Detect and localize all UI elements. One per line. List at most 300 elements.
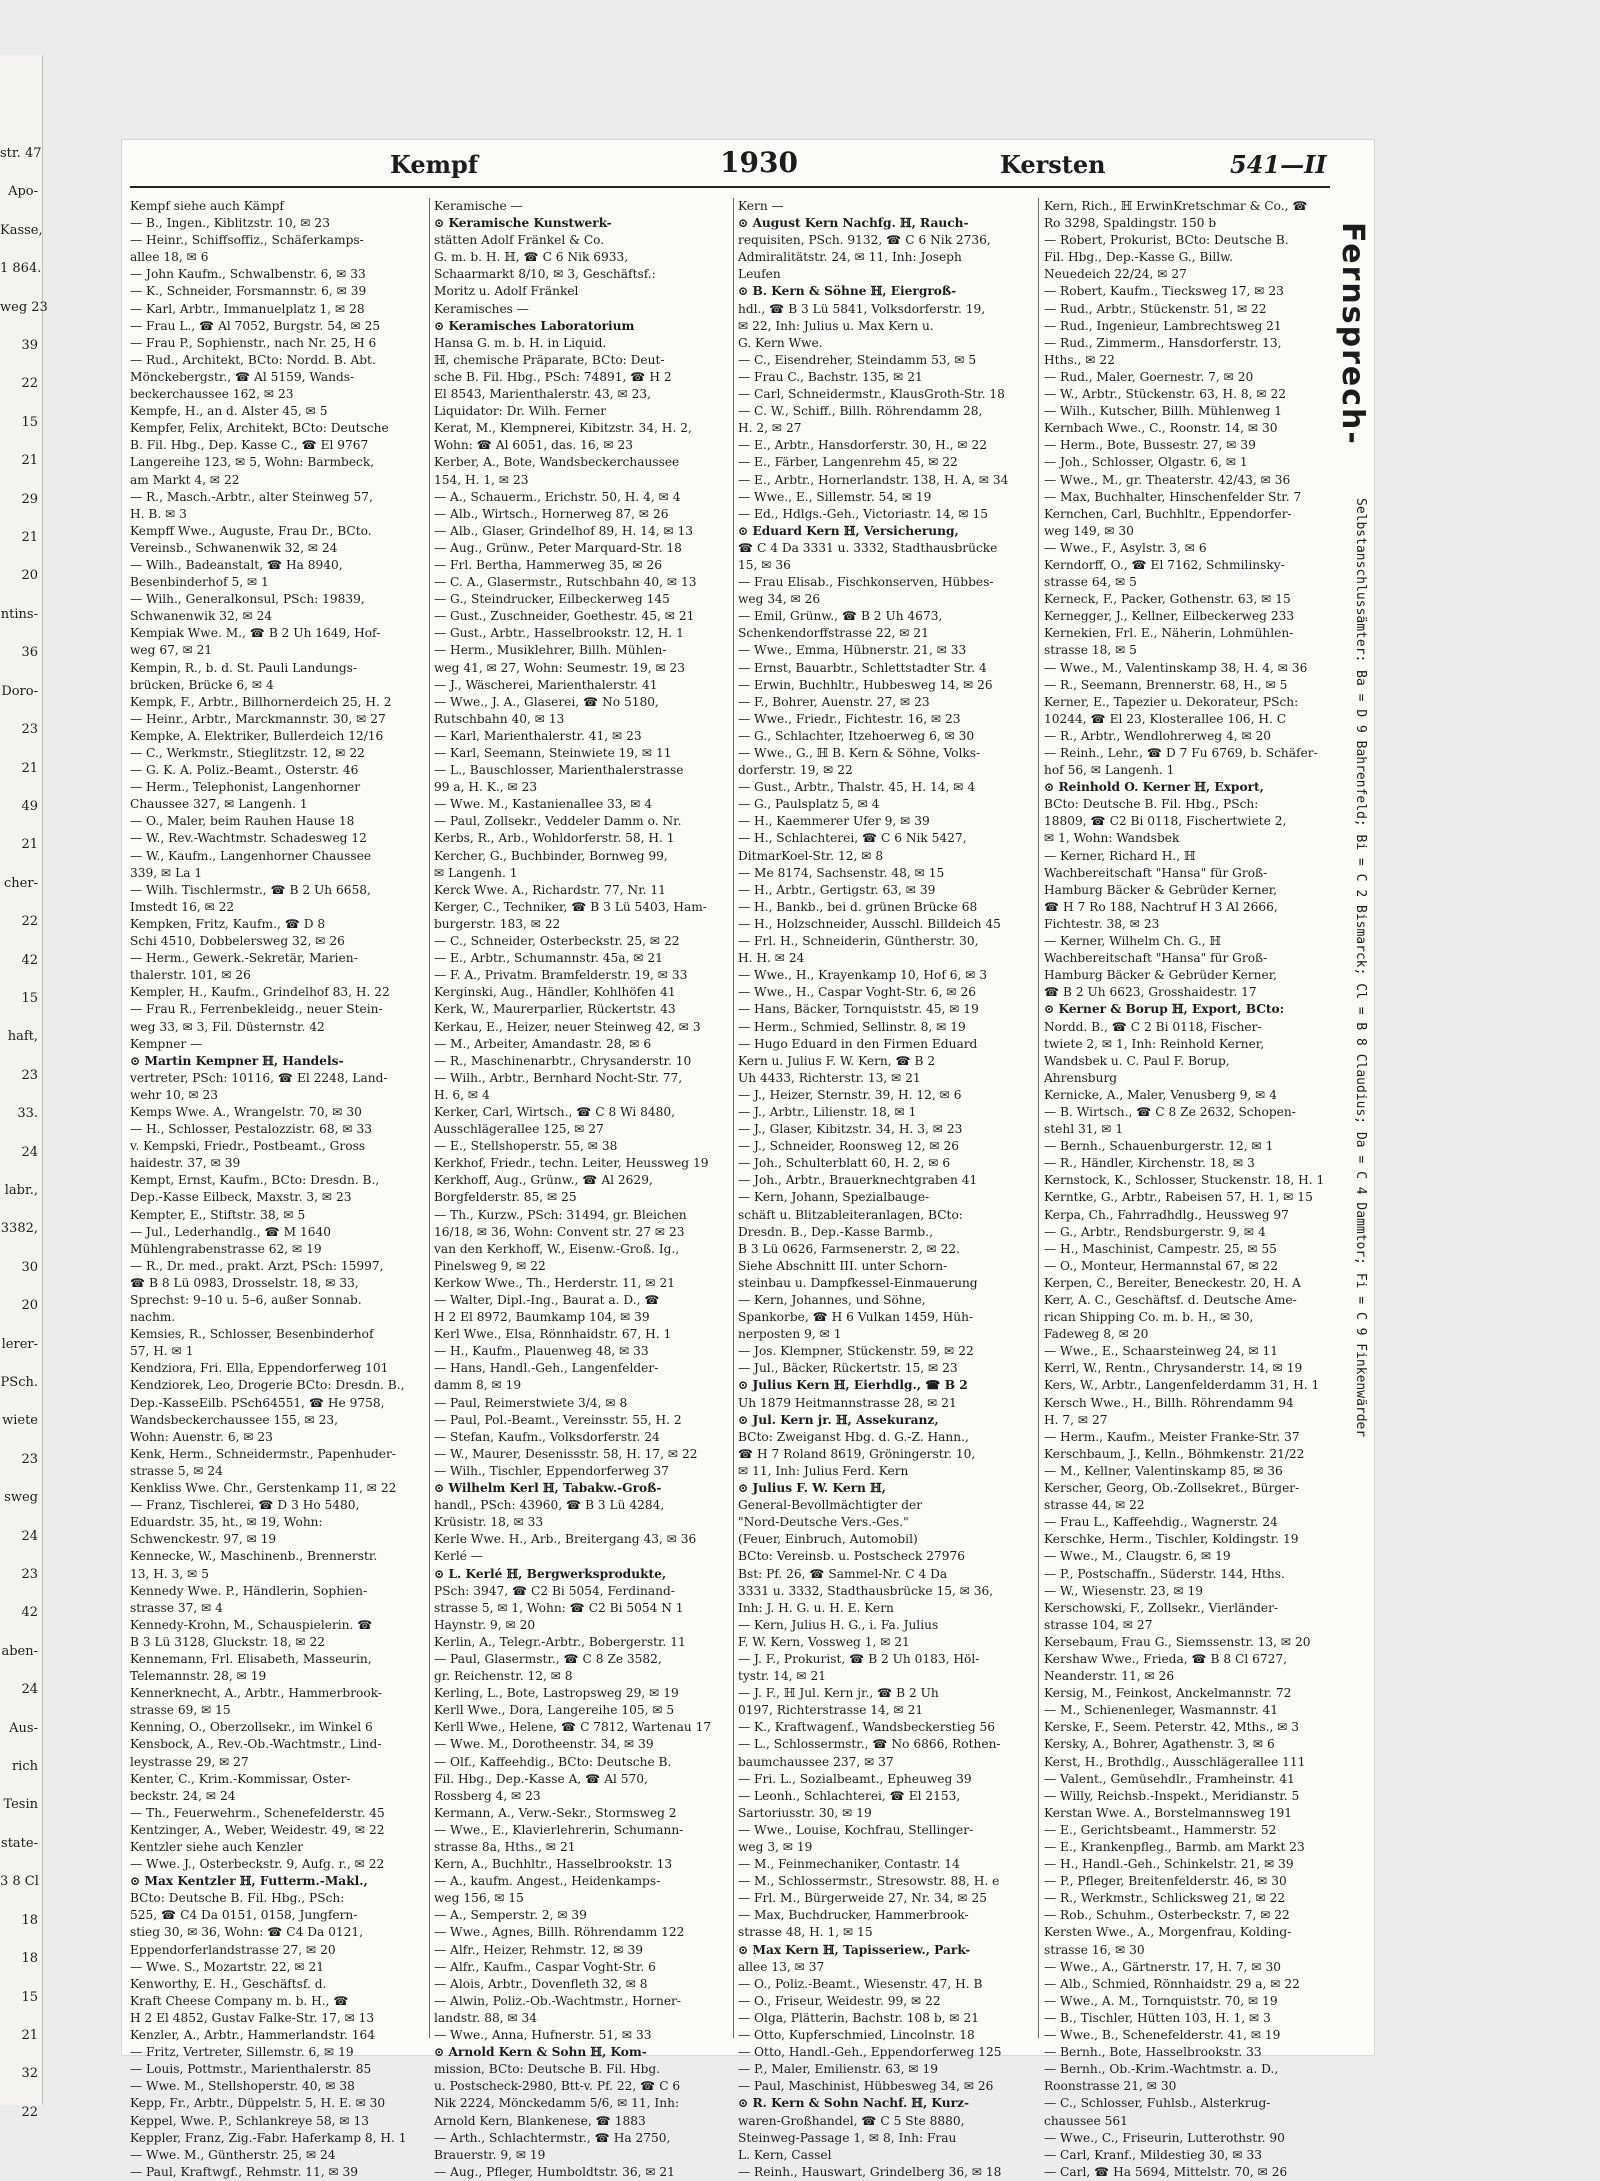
directory-entry-line: Borgfelderstr. 85, ✉ 25 <box>434 1190 577 1205</box>
directory-entry-line: Keppler, Franz, Zig.-Fabr. Haferkamp 8, H. 1 <box>130 2130 407 2145</box>
directory-entry-line: — Walter, Dipl.-Ing., Baurat a. D., ☎ <box>434 1293 660 1307</box>
directory-entry-line: — C., Schlosser, Fuhlsb., Alsterkrug- <box>1044 2096 1271 2111</box>
directory-entry-line: — H., Bankb., bei d. grünen Brücke 68 <box>738 899 978 914</box>
directory-entry-line: — Heinr., Schiffsoffiz., Schäferkamps- <box>130 233 364 248</box>
directory-entry-line: — Wwe., H., Krayenkamp 10, Hof 6, ✉ 3 <box>738 968 988 983</box>
directory-entry-line: Kempter, E., Stiftstr. 38, ✉ 5 <box>130 1207 306 1222</box>
legend-exchanges: Selbstanschlussämter: Ba = D 9 Bahrenfeld; Bi = C 2 Bismarck; Cl = B 8 Claudius; Da = C 4 Dammtor; Fi = C 9 Finkenwärder <box>1353 498 1368 1438</box>
directory-entry-line: ⊙ Reinhold O. Kerner ℍ, Export, <box>1044 780 1264 795</box>
directory-entry-line: baumchaussee 237, ✉ 37 <box>738 1754 894 1769</box>
directory-entry-line: — Frau R., Ferrenbekleidg., neuer Stein- <box>130 1002 383 1017</box>
directory-entry-line: — Rud., Architekt, BCto: Nordd. B. Abt. <box>130 352 376 367</box>
directory-entry-line: Kern, Rich., ℍ ErwinKretschmar & Co., ☎ <box>1044 199 1308 213</box>
directory-entry-line: DitmarKoel-Str. 12, ✉ 8 <box>738 848 884 863</box>
directory-entry-line: nerposten 9, ✉ 1 <box>738 1327 842 1342</box>
previous-page-fragment: 15 <box>21 990 38 1006</box>
directory-entry-line: Kercher, G., Buchbinder, Bornweg 99, <box>434 848 668 863</box>
directory-entry-line: — H., Handl.-Geh., Schinkelstr. 21, ✉ 39 <box>1044 1857 1294 1872</box>
directory-entry-line: Langereihe 123, ✉ 5, Wohn: Barmbeck, <box>130 455 375 470</box>
directory-entry-line: Uh 1879 Heitmannstrasse 28, ✉ 21 <box>738 1395 957 1410</box>
directory-entry-line: beckerchaussee 162, ✉ 23 <box>130 387 294 402</box>
previous-page-fragment: 15 <box>21 1989 38 2005</box>
directory-entry-line: Kempken, Fritz, Kaufm., ☎ D 8 <box>130 916 326 931</box>
directory-entry-line: Kersky, A., Bohrer, Agathenstr. 3, ✉ 6 <box>1044 1737 1275 1752</box>
directory-entry-line: — Emil, Grünw., ☎ B 2 Uh 4673, <box>738 609 943 624</box>
directory-entry-line: Kempff Wwe., Auguste, Frau Dr., BCto. <box>130 523 372 538</box>
directory-entry-line: Kempke, A. Elektriker, Bullerdeich 12/16 <box>130 728 384 743</box>
directory-entry-line: — Joh., Schlosser, Olgastr. 6, ✉ 1 <box>1044 455 1248 470</box>
directory-entry-line: — E., Arbtr., Schumannstr. 45a, ✉ 21 <box>434 951 663 966</box>
directory-entry-line: Wohn: Auenstr. 6, ✉ 23 <box>130 1429 273 1444</box>
directory-entry-line: Kepp, Fr., Arbtr., Düppelstr. 5, H. E. ✉ 30 <box>130 2096 386 2111</box>
directory-entry-line: — Paul, Kraftwgf., Rehmstr. 11, ✉ 39 <box>130 2164 359 2179</box>
directory-entry-line: — Frau C., Bachstr. 135, ✉ 21 <box>738 369 923 384</box>
directory-entry-line: — Ernst, Bauarbtr., Schlettstadter Str. 4 <box>738 660 987 675</box>
directory-entry-line: Neuedeich 22/24, ✉ 27 <box>1044 267 1187 282</box>
directory-entry-line: vertreter, PSch: 10116, ☎ El 2248, Land- <box>130 1070 388 1085</box>
directory-entry-line: — Fri. L., Sozialbeamt., Epheuweg 39 <box>738 1771 972 1786</box>
directory-entry-line: strasse 69, ✉ 15 <box>130 1703 231 1718</box>
directory-entry-line: Ahrensburg <box>1044 1070 1118 1085</box>
directory-entry-line: — Alb., Wirtsch., Hornerweg 87, ✉ 26 <box>434 506 669 521</box>
directory-entry-line: — Heinr., Arbtr., Marckmannstr. 30, ✉ 27 <box>130 711 386 726</box>
directory-entry-line: — John Kaufm., Schwalbenstr. 6, ✉ 33 <box>130 267 366 282</box>
directory-entry-line: — Wwe., Emma, Hübnerstr. 21, ✉ 33 <box>738 643 967 658</box>
directory-entry-line: PSch: 3947, ☎ C2 Bi 5054, Ferdinand- <box>434 1583 675 1598</box>
directory-entry-line: ☎ H 7 Ro 188, Nachtruf H 3 Al 2666, <box>1044 899 1278 914</box>
directory-entry-line: — Wilh., Generalkonsul, PSch: 19839, <box>130 592 365 607</box>
directory-entry-line: Roonstrasse 21, ✉ 30 <box>1044 2079 1177 2094</box>
previous-page-fragment: 49 <box>21 798 38 814</box>
directory-entry-line: — J., Schneider, Roonsweg 12, ✉ 26 <box>738 1139 959 1154</box>
previous-page-fragment: 21 <box>21 837 38 853</box>
directory-entry-line: Spankorbe, ☎ H 6 Vulkan 1459, Hüh- <box>738 1310 974 1325</box>
directory-entry-line: Kenk, Herm., Schneidermstr., Papenhuder- <box>130 1446 396 1461</box>
directory-entry-line: Bst: Pf. 26, ☎ Sammel-Nr. C 4 Da <box>738 1566 948 1581</box>
directory-entry-line: Kernbach Wwe., C., Roonstr. 14, ✉ 30 <box>1044 421 1278 436</box>
directory-entry-line: — Wwe., H., Caspar Voght-Str. 6, ✉ 26 <box>738 985 976 1000</box>
directory-entry-line: Fadeweg 8, ✉ 20 <box>1044 1327 1149 1342</box>
directory-entry-line: BCto: Vereinsb. u. Postscheck 27976 <box>738 1549 965 1564</box>
directory-entry-line: B 3 Lü 3128, Gluckstr. 18, ✉ 22 <box>130 1634 325 1649</box>
directory-entry-line: allee 13, ✉ 37 <box>738 1959 825 1974</box>
previous-page-fragment: Aus- <box>9 1720 38 1736</box>
directory-entry-line: 3331 u. 3332, Stadthausbrücke 15, ✉ 36, <box>738 1583 994 1598</box>
directory-entry-line: — Wwe. S., Mozartstr. 22, ✉ 21 <box>130 1959 324 1974</box>
directory-entry-line: Kersebaum, Frau G., Siemssenstr. 13, ✉ 20 <box>1044 1634 1311 1649</box>
directory-entry-line: Kerlin, A., Telegr.-Arbtr., Bobergerstr. 11 <box>434 1634 686 1649</box>
directory-entry-line: — Hugo Eduard in den Firmen Eduard <box>738 1036 978 1051</box>
directory-entry-line: strasse 44, ✉ 22 <box>1044 1498 1145 1513</box>
directory-entry-line: strasse 18, ✉ 5 <box>1044 643 1137 658</box>
directory-entry-line: ⊙ Julius Kern ℍ, Eierhdlg., ☎ B 2 <box>738 1378 968 1393</box>
directory-entry-line: — Frau L., ☎ Al 7052, Burgstr. 54, ✉ 25 <box>130 318 381 333</box>
directory-entry-line: ⊙ Arnold Kern & Sohn ℍ, Kom- <box>434 2045 647 2060</box>
directory-entry-line: Siehe Abschnitt III. unter Schorn- <box>738 1258 948 1273</box>
previous-page-fragment: 24 <box>21 1528 38 1544</box>
directory-entry-line: Mönckebergstr., ☎ Al 5159, Wands- <box>130 369 355 384</box>
directory-entry-line: — Me 8174, Sachsenstr. 48, ✉ 15 <box>738 865 945 880</box>
directory-entry-line: Rossberg 4, ✉ 23 <box>434 1788 541 1803</box>
directory-entry-line: — Wwe., Agnes, Billh. Röhrendamm 122 <box>434 1925 685 1940</box>
directory-entry-line: — Wwe., G., ℍ B. Kern & Söhne, Volks- <box>738 746 981 760</box>
directory-entry-line: Kersten Wwe., A., Morgenfrau, Kolding- <box>1044 1925 1292 1940</box>
directory-entry-line: weg 149, ✉ 30 <box>1044 523 1134 538</box>
directory-entry-line: — Wwe., M., Valentinskamp 38, H. 4, ✉ 36 <box>1044 660 1308 675</box>
directory-entry-line: van den Kerkhoff, W., Eisenw.-Groß. Ig., <box>434 1241 680 1256</box>
directory-entry-line: — Joh., Arbtr., Brauerknechtgraben 41 <box>738 1173 978 1188</box>
header-year: 1930 <box>720 146 798 179</box>
directory-entry-line: burgerstr. 183, ✉ 22 <box>434 916 561 931</box>
directory-entry-line: haidestr. 37, ✉ 39 <box>130 1156 241 1171</box>
previous-page-fragment: 32 <box>21 2066 38 2082</box>
directory-entry-line: Ro 3298, Spaldingstr. 150 b <box>1044 216 1217 231</box>
directory-entry-line: Steinweg-Passage 1, ✉ 8, Inh: Frau <box>738 2130 957 2145</box>
directory-entry-line: — E., Arbtr., Hansdorferstr. 30, H., ✉ 22 <box>738 438 988 453</box>
directory-entry-line: Kernegger, J., Kellner, Eilbeckerweg 233 <box>1044 609 1295 624</box>
directory-entry-line: — Carl, ☎ Ha 5694, Mittelstr. 70, ✉ 26 <box>1044 2164 1288 2179</box>
directory-entry-line: Kenzler, A., Arbtr., Hammerlandstr. 164 <box>130 2028 375 2043</box>
directory-entry-line: ⊙ Keramische Kunstwerk- <box>434 216 612 231</box>
previous-page-fragment: 18 <box>21 1951 38 1967</box>
directory-entry-line: 15, ✉ 36 <box>738 557 791 572</box>
directory-entry-line: — R., Seemann, Brennerstr. 68, H., ✉ 5 <box>1044 677 1288 692</box>
previous-page-fragment: 23 <box>21 1067 38 1083</box>
previous-page-fragment: state- <box>1 1835 38 1851</box>
directory-entry-line: — L., Schlossermstr., ☎ No 6866, Rothen- <box>738 1737 1001 1752</box>
directory-entry-line: Kern, A., Buchhltr., Hasselbrookstr. 13 <box>434 1857 673 1872</box>
directory-entry-line: weg 34, ✉ 26 <box>738 592 821 607</box>
directory-column-1 <box>130 198 428 2179</box>
directory-entry-line: nachm. <box>130 1310 176 1325</box>
directory-entry-line: (Feuer, Einbruch, Automobil) <box>738 1532 918 1547</box>
directory-entry-line: 10244, ☎ El 23, Klosterallee 106, H. C <box>1044 711 1287 726</box>
directory-entry-line: u. Postscheck-2980, Btt-v. Pf. 22, ☎ C 6 <box>434 2079 681 2094</box>
directory-entry-line: — Kern, Julius H. G., i. Fa. Julius <box>738 1617 939 1632</box>
directory-entry-line: — Wwe. M., Stellshoperstr. 40, ✉ 38 <box>130 2079 355 2094</box>
directory-entry-line: 525, ☎ C4 Da 0151, 0158, Jungfern- <box>130 1908 358 1923</box>
directory-entry-line: F. W. Kern, Vossweg 1, ✉ 21 <box>738 1634 910 1649</box>
directory-entry-line: ⊙ Eduard Kern ℍ, Versicherung, <box>738 523 959 538</box>
directory-entry-line: — Th., Feuerwehrm., Schenefelderstr. 45 <box>130 1805 385 1820</box>
directory-entry-line: sche B. Fil. Hbg., PSch: 74891, ☎ H 2 <box>434 369 672 384</box>
directory-entry-line: tystr. 14, ✉ 21 <box>738 1669 827 1684</box>
directory-entry-line: Admiralitätstr. 24, ✉ 11, Inh: Joseph <box>738 250 962 265</box>
directory-entry-line: Leufen <box>738 267 781 282</box>
directory-entry-line: — Jul., Lederhandlg., ☎ M 1640 <box>130 1224 331 1239</box>
previous-page-fragment: Tesin <box>3 1797 38 1813</box>
directory-entry-line: Kern u. Julius F. W. Kern, ☎ B 2 <box>738 1053 936 1068</box>
previous-page-fragment: 3 8 Cl <box>0 1874 39 1890</box>
directory-entry-line: — H., Maschinist, Campestr. 25, ✉ 55 <box>1044 1241 1277 1256</box>
previous-page-fragment: str. 47 <box>0 146 42 161</box>
directory-entry-line: — Max, Buchdrucker, Hammerbrook- <box>738 1908 969 1923</box>
directory-entry-line: — Jos. Klempner, Stückenstr. 59, ✉ 22 <box>738 1344 974 1359</box>
previous-page-fragment: labr., <box>4 1182 38 1198</box>
directory-entry-line: dorferstr. 19, ✉ 22 <box>738 763 853 778</box>
directory-entry-line: — Franz, Tischlerei, ☎ D 3 Ho 5480, <box>130 1498 360 1513</box>
directory-entry-line: Wachbereitschaft "Hansa" für Groß- <box>1044 865 1268 880</box>
directory-entry-line: weg 67, ✉ 21 <box>130 643 213 658</box>
directory-entry-line: — Wwe., A., Gärtnerstr. 17, H. 7, ✉ 30 <box>1044 1959 1282 1974</box>
previous-page-fragment: 33. <box>17 1106 38 1122</box>
directory-entry-line: Kempfer, Felix, Architekt, BCto: Deutsche <box>130 421 389 436</box>
previous-page-fragment: 21 <box>21 453 38 469</box>
directory-entry-line: — H., Schlosser, Pestalozzistr. 68, ✉ 33 <box>130 1122 373 1137</box>
directory-entry-line: — E., Stellshoperstr. 55, ✉ 38 <box>434 1139 618 1154</box>
directory-entry-line: — Valent., Gemüsehdlr., Framheinstr. 41 <box>1044 1771 1295 1786</box>
directory-entry-line: hdl., ☎ B 3 Lü 5841, Volksdorferstr. 19, <box>738 301 986 316</box>
directory-entry-line: twiete 2, ✉ 1, Inh: Reinhold Kerner, <box>1044 1036 1265 1051</box>
directory-entry-line: El 8543, Marienthalerstr. 43, ✉ 23, <box>434 387 652 402</box>
directory-entry-line: — M., Feinmechaniker, Contastr. 14 <box>738 1857 960 1872</box>
directory-entry-line: — C., Werkmstr., Stieglitzstr. 12, ✉ 22 <box>130 746 365 760</box>
directory-entry-line: 18809, ☎ C2 Bi 0118, Fischertwiete 2, <box>1044 814 1287 829</box>
directory-entry-line: — Kerner, Richard H., ℍ <box>1044 848 1196 863</box>
directory-entry-line: — Carl, Kranf., Mildestieg 30, ✉ 33 <box>1044 2147 1262 2162</box>
directory-entry-line: — R., Masch.-Arbtr., alter Steinweg 57, <box>130 489 373 504</box>
directory-entry-line: Arnold Kern, Blankenese, ☎ 1883 <box>434 2113 646 2128</box>
directory-entry-line: strasse 64, ✉ 5 <box>1044 575 1137 590</box>
directory-entry-line: — Robert, Prokurist, BCto: Deutsche B. <box>1044 233 1289 248</box>
directory-entry-line: — Olga, Plätterin, Bachstr. 108 b, ✉ 21 <box>738 2010 980 2025</box>
directory-entry-line: strasse 8a, Hths., ✉ 21 <box>434 1840 576 1854</box>
directory-entry-line: rican Shipping Co. m. b. H., ✉ 30, <box>1044 1310 1254 1325</box>
directory-entry-line: — C. A., Glasermstr., Rutschbahn 40, ✉ 13 <box>434 575 697 590</box>
directory-entry-line: Rutschbahn 40, ✉ 13 <box>434 711 565 726</box>
directory-entry-line: stieg 30, ✉ 36, Wohn: ☎ C4 Da 0121, <box>130 1925 364 1940</box>
page-number: 541—II <box>1230 150 1327 179</box>
directory-entry-line: Kerpa, Ch., Fahrradhdlg., Heussweg 97 <box>1044 1207 1289 1222</box>
directory-entry-line: — Bernh., Ob.-Krim.-Wachtmstr. a. D., <box>1044 2062 1279 2077</box>
directory-page <box>122 140 1374 2179</box>
directory-entry-line: ⊙ Julius F. W. Kern ℍ, <box>738 1481 886 1496</box>
directory-entry-line: — Wilh., Badeanstalt, ☎ Ha 8940, <box>130 557 343 572</box>
directory-entry-line: Kenkliss Wwe. Chr., Gerstenkamp 11, ✉ 22 <box>130 1481 397 1496</box>
directory-entry-line: — W., Kaufm., Langenhorner Chaussee <box>130 848 372 863</box>
directory-entry-line: Hansa G. m. b. H. in Liquid. <box>434 335 607 350</box>
directory-entry-line: ℍ, chemische Präparate, BCto: Deut- <box>434 352 665 367</box>
directory-entry-line: — E., Krankenpfleg., Barmb. am Markt 23 <box>1044 1840 1305 1854</box>
directory-entry-line: Schenkendorffstrasse 22, ✉ 21 <box>738 626 929 641</box>
directory-entry-line: Kempler, H., Kaufm., Grindelhof 83, H. 22 <box>130 985 390 1000</box>
directory-entry-line: gr. Reichenstr. 12, ✉ 8 <box>434 1669 573 1684</box>
previous-page-fragment: 39 <box>21 338 38 354</box>
directory-entry-line: Kerkow Wwe., Th., Herderstr. 11, ✉ 21 <box>434 1275 675 1290</box>
directory-entry-line: Hamburg Bäcker & Gebrüder Kerner, <box>1044 882 1278 897</box>
directory-entry-line: Kerntke, G., Arbtr., Rabeisen 57, H. 1, ✉ 15 <box>1044 1190 1313 1205</box>
directory-entry-line: Kerscher, Georg, Ob.-Zollsekret., Bürger- <box>1044 1481 1300 1496</box>
directory-entry-line: Fichtestr. 38, ✉ 23 <box>1044 916 1160 931</box>
directory-entry-line: — P., Pfleger, Breitenfelderstr. 46, ✉ 30 <box>1044 1874 1287 1889</box>
directory-entry-line: Kerling, L., Bote, Lastropsweg 29, ✉ 19 <box>434 1686 679 1701</box>
directory-entry-line: Kerschowski, F., Zollsekr., Vierländer- <box>1044 1600 1279 1615</box>
directory-entry-line: Nik 2224, Mönckedamm 5/6, ✉ 11, Inh: <box>434 2096 680 2111</box>
previous-page-fragment: 21 <box>21 530 38 546</box>
directory-entry-line: ✉ 22, Inh: Julius u. Max Kern u. <box>738 318 934 333</box>
directory-entry-line: Kerger, C., Techniker, ☎ B 3 Lü 5403, Ham- <box>434 899 707 914</box>
directory-entry-line: — Paul, Glasermstr., ☎ C 8 Ze 3582, <box>434 1651 662 1666</box>
directory-entry-line: — Paul, Reimerstwiete 3/4, ✉ 8 <box>434 1395 628 1410</box>
previous-page-fragment: Doro- <box>1 683 38 699</box>
header-last-entry: Kersten <box>1000 150 1106 179</box>
directory-entry-line: — Otto, Handl.-Geh., Eppendorferweg 125 <box>738 2045 1002 2060</box>
directory-entry-line: — Wwe. M., Dorotheenstr. 34, ✉ 39 <box>434 1737 654 1752</box>
directory-entry-line: — Ed., Hdlgs.-Geh., Victoriastr. 14, ✉ 15 <box>738 506 988 521</box>
directory-entry-line: "Nord-Deutsche Vers.-Ges." <box>738 1515 909 1530</box>
directory-entry-line: Kers, W., Arbtr., Langenfelderdamm 31, H. 1 <box>1044 1378 1320 1393</box>
directory-entry-line: — Wwe., F., Asylstr. 3, ✉ 6 <box>1044 540 1207 555</box>
directory-entry-line: Kerr, A. C., Geschäftsf. d. Deutsche Ame- <box>1044 1293 1297 1307</box>
directory-entry-line: ✉ 11, Inh: Julius Ferd. Kern <box>738 1463 909 1478</box>
directory-entry-line: H 2 El 8972, Baumkamp 104, ✉ 39 <box>434 1310 650 1325</box>
directory-entry-line: Dresdn. B., Dep.-Kasse Barmb., <box>738 1224 933 1239</box>
previous-page-fragment: 18 <box>21 1912 38 1928</box>
directory-entry-line: Kennedy-Krohn, M., Schauspielerin. ☎ <box>130 1617 373 1632</box>
directory-entry-line: strasse 104, ✉ 27 <box>1044 1617 1153 1632</box>
directory-entry-line: — Bernh., Schauenburgerstr. 12, ✉ 1 <box>1044 1139 1274 1154</box>
directory-entry-line: ☎ B 8 Lü 0983, Drosselstr. 18, ✉ 33, <box>130 1275 359 1290</box>
directory-entry-line: Kenter, C., Krim.-Kommissar, Oster- <box>130 1771 351 1786</box>
directory-entry-line: — Louis, Pottmstr., Marienthalerstr. 85 <box>130 2062 372 2077</box>
directory-entry-line: — Karl, Seemann, Steinwiete 19, ✉ 11 <box>434 746 672 760</box>
directory-entry-line: Kennedy Wwe. P., Händlerin, Sophien- <box>130 1583 368 1598</box>
directory-entry-line: schäft u. Blitzableiteranlagen, BCto: <box>738 1207 963 1222</box>
directory-entry-line: Kerrl, W., Rentn., Chrysanderstr. 14, ✉ 19 <box>1044 1361 1303 1376</box>
directory-entry-line: Kempiak Wwe. M., ☎ B 2 Uh 1649, Hof- <box>130 626 381 641</box>
directory-entry-line: Kerstan Wwe. A., Borstelmannsweg 191 <box>1044 1805 1293 1820</box>
directory-entry-line: Hths., ✉ 22 <box>1044 352 1115 367</box>
directory-entry-line: 339, ✉ La 1 <box>130 865 203 880</box>
directory-entry-line: Kerschbaum, J., Kelln., Böhmkenstr. 21/22 <box>1044 1446 1305 1461</box>
directory-entry-line: Moritz u. Adolf Fränkel <box>434 284 579 299</box>
directory-entry-line: Kerle Wwe. H., Arb., Breitergang 43, ✉ 36 <box>434 1532 697 1547</box>
directory-entry-line: Kernekien, Frl. E., Näherin, Lohmühlen- <box>1044 626 1294 641</box>
directory-entry-line: Krüsistr. 18, ✉ 33 <box>434 1515 544 1530</box>
directory-entry-line: Kernicke, A., Maler, Venusberg 9, ✉ 4 <box>1044 1087 1277 1102</box>
directory-entry-line: Kerpen, C., Bereiter, Beneckestr. 20, H. A <box>1044 1275 1301 1290</box>
directory-entry-line: Kermann, A., Verw.-Sekr., Stormsweg 2 <box>434 1805 677 1820</box>
directory-entry-line: — O., Maler, beim Rauhen Hause 18 <box>130 814 355 829</box>
directory-entry-line: — G., Steindrucker, Eilbeckerweg 145 <box>434 592 670 607</box>
directory-entry-line: — Wwe., Friedr., Fichtestr. 16, ✉ 23 <box>738 711 961 726</box>
directory-entry-line: Hamburg Bäcker & Gebrüder Kerner, <box>1044 968 1278 983</box>
previous-page-fragment: lerer- <box>1 1336 38 1352</box>
directory-entry-line: — Herm., Gewerk.-Sekretär, Marien- <box>130 951 358 966</box>
directory-entry-line: Kerkhof, Friedr., techn. Leiter, Heussweg 19 <box>434 1156 709 1171</box>
directory-entry-line: — H., Schlachterei, ☎ C 6 Nik 5427, <box>738 831 967 846</box>
directory-entry-line: 154, H. 1, ✉ 23 <box>434 472 529 487</box>
directory-entry-line: — Wwe., B., Schenefelderstr. 41, ✉ 19 <box>1044 2028 1281 2043</box>
directory-entry-line: — Alwin, Poliz.-Ob.-Wachtmstr., Horner- <box>434 1993 681 2008</box>
directory-entry-line: Eppendorferlandstrasse 27, ✉ 20 <box>130 1942 336 1957</box>
previous-page-fragment: 24 <box>21 1682 38 1698</box>
directory-entry-line: strasse 16, ✉ 30 <box>1044 1942 1145 1957</box>
directory-entry-line: Kernstock, K., Schlosser, Stuckenstr. 18, H. 1 <box>1044 1173 1325 1188</box>
directory-entry-line: — Jul., Bäcker, Rückertstr. 15, ✉ 23 <box>738 1361 958 1376</box>
directory-entry-line: Kerl Wwe., Elsa, Rönnhaidstr. 67, H. 1 <box>434 1327 672 1342</box>
directory-entry-line: — Alfr., Kaufm., Caspar Voght-Str. 6 <box>434 1959 656 1974</box>
directory-entry-line: — B. Wirtsch., ☎ C 8 Ze 2632, Schopen- <box>1044 1104 1296 1119</box>
directory-entry-line: — Frau Elisab., Fischkonserven, Hübbes- <box>738 575 994 590</box>
previous-page-fragment: 30 <box>21 1259 38 1275</box>
directory-entry-line: leystrasse 29, ✉ 27 <box>130 1754 249 1769</box>
directory-entry-line: B. Fil. Hbg., Dep. Kasse C., ☎ El 9767 <box>130 438 369 453</box>
directory-entry-line: — H., Kaufm., Plauenweg 48, ✉ 33 <box>434 1344 649 1359</box>
directory-entry-line: — Wwe., M., gr. Theaterstr. 42/43, ✉ 36 <box>1044 472 1291 487</box>
directory-entry-line: Kempner — <box>130 1036 203 1051</box>
directory-entry-line: — G., Schlachter, Itzehoerweg 6, ✉ 30 <box>738 728 975 743</box>
directory-entry-line: weg 33, ✉ 3, Fil. Düsternstr. 42 <box>130 1019 325 1034</box>
directory-entry-line: — C. W., Schiff., Billh. Röhrendamm 28, <box>738 404 983 419</box>
directory-entry-line: ✉ Langenh. 1 <box>434 865 518 880</box>
column-divider <box>733 198 734 2038</box>
previous-page-fragment: Kasse, <box>0 222 43 238</box>
previous-page-fragment: 1 864. <box>0 261 42 277</box>
directory-entry-line: Dep.-Kasse Eilbeck, Maxstr. 3, ✉ 23 <box>130 1190 352 1205</box>
directory-entry-line: — M., Arbeiter, Amandastr. 28, ✉ 6 <box>434 1036 652 1051</box>
directory-entry-line: — Kerner, Wilhelm Ch. G., ℍ <box>1044 934 1222 949</box>
previous-page-fragment: rich <box>11 1759 38 1775</box>
previous-page-fragment: 23 <box>21 722 38 738</box>
directory-entry-line: Kerck Wwe. A., Richardstr. 77, Nr. 11 <box>434 882 666 897</box>
directory-entry-line: Kerll Wwe., Helene, ☎ C 7812, Wartenau 17 <box>434 1720 712 1735</box>
previous-page-fragment: 21 <box>21 2027 38 2043</box>
directory-entry-line: 0197, Richterstrasse 14, ✉ 21 <box>738 1703 924 1718</box>
directory-entry-line: H. 7, ✉ 27 <box>1044 1412 1108 1427</box>
directory-entry-line: waren-Großhandel, ☎ C 5 Ste 8880, <box>738 2113 965 2128</box>
directory-entry-line: am Markt 4, ✉ 22 <box>130 472 240 487</box>
directory-entry-line: — Carl, Schneidermstr., KlausGroth-Str. 18 <box>738 387 1005 402</box>
directory-entry-line: stehl 31, ✉ 1 <box>1044 1122 1124 1137</box>
directory-entry-line: 16/18, ✉ 36, Wohn: Convent str. 27 ✉ 23 <box>434 1224 685 1239</box>
previous-page-fragment: haft, <box>7 1029 38 1045</box>
directory-entry-line: landstr. 88, ✉ 34 <box>434 2010 538 2025</box>
directory-entry-line: — Wilh., Kutscher, Billh. Mühlenweg 1 <box>1044 404 1283 419</box>
directory-entry-line: — Alfr., Heizer, Rehmstr. 12, ✉ 39 <box>434 1942 644 1957</box>
directory-entry-line: Kemsies, R., Schlosser, Besenbinderhof <box>130 1327 374 1342</box>
directory-entry-line: strasse 37, ✉ 4 <box>130 1600 223 1615</box>
directory-entry-line: — L., Bauschlosser, Marienthalerstrasse <box>434 763 684 778</box>
directory-entry-line: hof 56, ✉ Langenh. 1 <box>1044 763 1175 778</box>
directory-entry-line: — C., Schneider, Osterbeckstr. 25, ✉ 22 <box>434 934 680 949</box>
directory-entry-line: ⊙ R. Kern & Sohn Nachf. ℍ, Kurz- <box>738 2096 970 2111</box>
directory-entry-line: H. 6, ✉ 4 <box>434 1087 490 1102</box>
directory-entry-line: — Arth., Schlachtermstr., ☎ Ha 2750, <box>434 2130 671 2145</box>
directory-entry-line: Vereinsb., Schwanenwik 32, ✉ 24 <box>130 540 338 555</box>
directory-entry-line: — A., kaufm. Angest., Heidenkamps- <box>434 1874 661 1889</box>
directory-entry-line: ⊙ B. Kern & Söhne ℍ, Eiergroß- <box>738 284 957 299</box>
directory-entry-line: Mühlengrabenstrasse 62, ✉ 19 <box>130 1241 322 1256</box>
directory-entry-line: Eduardstr. 35, ht., ✉ 19, Wohn: <box>130 1515 323 1530</box>
directory-entry-line: wehr 10, ✉ 23 <box>130 1087 219 1102</box>
directory-entry-line: strasse 48, H. 1, ✉ 15 <box>738 1925 873 1940</box>
directory-entry-line: — Rob., Schuhm., Osterbeckstr. 7, ✉ 22 <box>1044 1908 1290 1923</box>
directory-entry-line: Kerschke, Herm., Tischler, Koldingstr. 19 <box>1044 1532 1299 1547</box>
directory-entry-line: — Wwe., Anna, Hufnerstr. 51, ✉ 33 <box>434 2028 652 2043</box>
directory-entry-line: Imstedt 16, ✉ 22 <box>130 899 235 914</box>
directory-entry-line: beckstr. 24, ✉ 24 <box>130 1788 236 1803</box>
directory-entry-line: — B., Ingen., Kiblitzstr. 10, ✉ 23 <box>130 216 330 231</box>
directory-entry-line: v. Kempski, Friedr., Postbeamt., Gross <box>130 1139 366 1154</box>
directory-entry-line: — G., Arbtr., Rendsburgerstr. 9, ✉ 4 <box>1044 1224 1266 1239</box>
directory-entry-line: Kershaw Wwe., Frieda, ☎ B 8 Cl 6727, <box>1044 1651 1287 1666</box>
directory-entry-line: — W., Arbtr., Stückenstr. 63, H. 8, ✉ 22 <box>1044 387 1286 402</box>
directory-entry-line: Kerginski, Aug., Händler, Kohlhöfen 41 <box>434 985 676 1000</box>
previous-page-fragment: cher- <box>4 875 38 891</box>
directory-entry-line: — Alb., Schmied, Rönnhaidstr. 29 a, ✉ 22 <box>1044 1976 1300 1991</box>
directory-entry-line: H 2 El 4852, Gustav Falke-Str. 17, ✉ 13 <box>130 2010 375 2025</box>
